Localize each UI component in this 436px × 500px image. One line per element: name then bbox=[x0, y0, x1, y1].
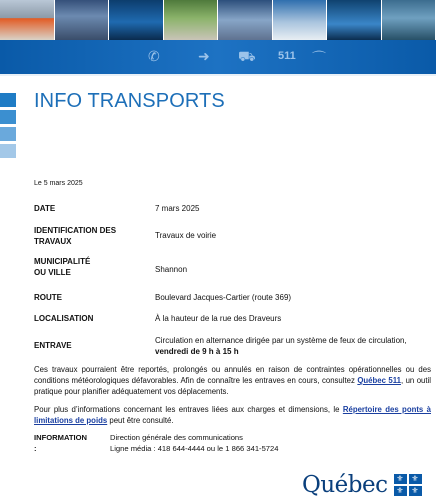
info-department: Direction générale des communications bbox=[110, 433, 243, 442]
photo-strip bbox=[0, 0, 436, 40]
row-label: DATE bbox=[34, 204, 56, 213]
quebec-logo bbox=[302, 470, 422, 500]
row-label: IDENTIFICATION DES TRAVAUX bbox=[34, 226, 117, 246]
row-value: Boulevard Jacques-Cartier (route 369) bbox=[155, 293, 292, 302]
page-title: INFO TRANSPORTS bbox=[34, 90, 225, 112]
row-value: Circulation en alternance dirigée par un système de feux de circulation, vendredi de 9 h à 15 h bbox=[155, 336, 407, 356]
photo-ferry bbox=[109, 0, 164, 40]
row-label: LOCALISATION bbox=[34, 314, 94, 323]
row-label: ROUTE bbox=[34, 293, 62, 302]
row-value: 7 mars 2025 bbox=[155, 204, 200, 213]
banner-blue-bar bbox=[0, 40, 436, 74]
bridge-directory-link[interactable]: Répertoire des ponts à limitations de poids bbox=[34, 405, 431, 425]
row-label: ENTRAVE bbox=[34, 341, 72, 350]
photo-river bbox=[327, 0, 382, 40]
511-icon: 511 bbox=[278, 50, 296, 62]
photo-road bbox=[164, 0, 219, 40]
photo-traffic bbox=[55, 0, 110, 40]
photo-bridge bbox=[273, 0, 328, 40]
info-label: INFORMATION : bbox=[34, 433, 88, 453]
paragraph-weight-limits: Pour plus d’informations concernant les entraves liées aux charges et dimensions, le Répertoire des ponts à limitations de poids peut être consulté. bbox=[34, 405, 431, 425]
schedule-text: vendredi de 9 h à 15 h bbox=[155, 347, 239, 356]
issue-date: Le 5 mars 2025 bbox=[34, 180, 83, 187]
row-value: À la hauteur de la rue des Draveurs bbox=[155, 314, 282, 323]
info-media-line: Ligne média : 418 644-4444 ou le 1 866 341-5724 bbox=[110, 444, 279, 453]
phone-icon: ✆ bbox=[148, 48, 160, 64]
title-accent-blocks bbox=[0, 93, 16, 158]
row-label: MUNICIPALITÉ OU VILLE bbox=[34, 257, 91, 277]
photo-city bbox=[382, 0, 436, 40]
bridge-icon: ⌒ bbox=[312, 50, 326, 66]
row-value: Shannon bbox=[155, 265, 188, 274]
photo-highway bbox=[218, 0, 273, 40]
header-banner bbox=[0, 0, 436, 76]
logo-wordmark: Québec bbox=[302, 472, 388, 498]
quebec-511-link[interactable]: Québec 511 bbox=[357, 376, 401, 385]
fleurdelise-flag-icon: ⚜ ⚜ ⚜ ⚜ bbox=[394, 474, 422, 496]
arrow-icon: ➜ bbox=[198, 48, 210, 64]
photo-workers bbox=[0, 0, 55, 40]
paragraph-conditions: Ces travaux pourraient être reportés, prolongés ou annulés en raison de contraintes opérationnelles ou des conditions météorologiques défavorables. Afin de connaître les entraves en cours, consultez Québec 511, un outil pratique pour planifier adéquatement vos déplacements. bbox=[34, 365, 431, 396]
row-value: Travaux de voirie bbox=[155, 231, 217, 240]
car-icon: ⛟ bbox=[238, 48, 256, 64]
